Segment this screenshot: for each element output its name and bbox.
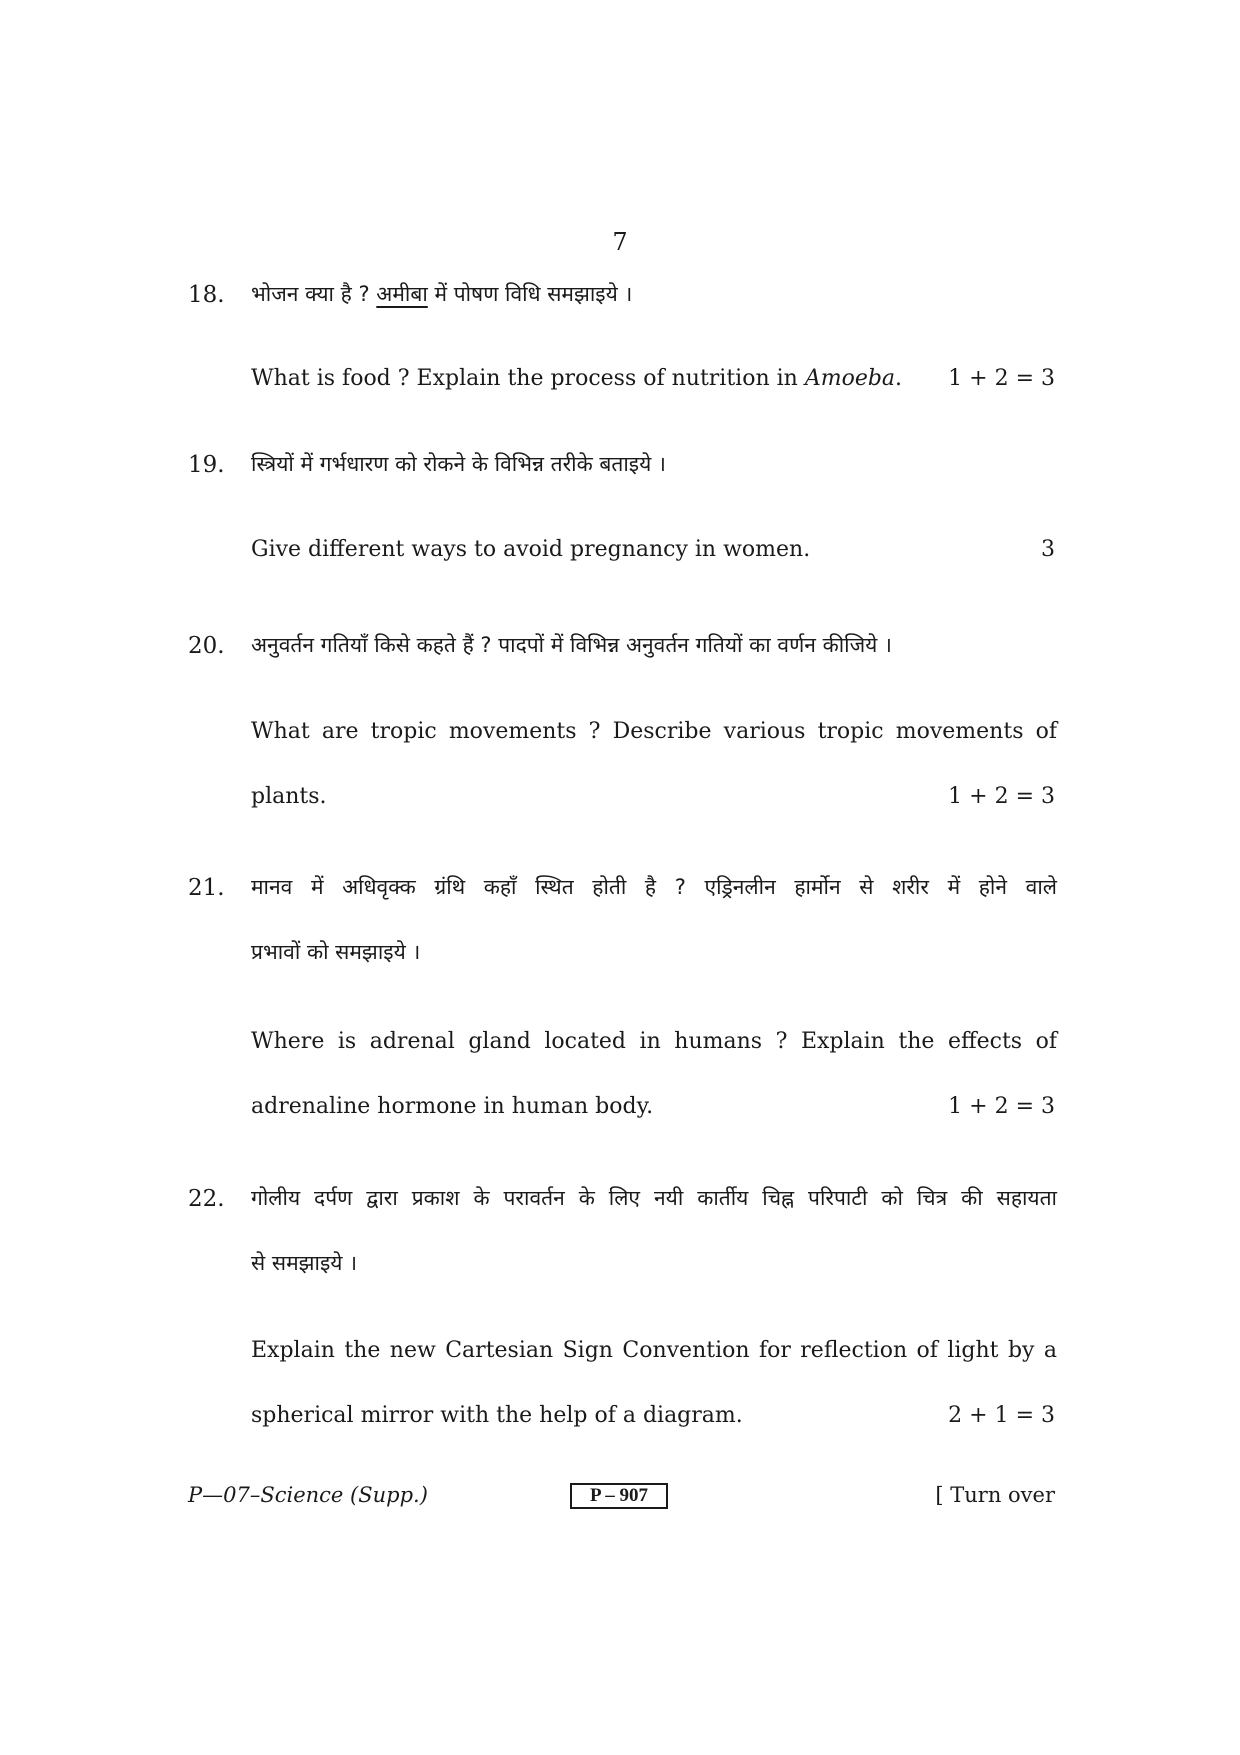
- question-marks: 1 + 2 = 3: [948, 366, 1055, 391]
- question-marks: 1 + 2 = 3: [948, 1094, 1055, 1119]
- question-hindi-line-2: प्रभावों को समझाइये ।: [251, 940, 421, 964]
- question-english-text: [251, 366, 902, 391]
- question-number: 20.: [188, 633, 225, 659]
- english-italic-term: Amoeba: [804, 366, 896, 391]
- question-english-line-1: Explain the new Cartesian Sign Convention for reflection of light by a: [251, 1338, 1057, 1363]
- question-number: 18.: [188, 282, 225, 308]
- question-number: 21.: [188, 875, 225, 901]
- question-marks: 3: [1041, 537, 1055, 562]
- page-number: 7: [612, 228, 628, 256]
- hindi-underlined-term: अमीबा: [376, 282, 428, 306]
- question-hindi-text: [251, 280, 632, 308]
- question-hindi-line-1: गोलीय दर्पण द्वारा प्रकाश के परावर्तन के लिए नयी कार्तीय चिह्न परिपाटी को चित्र की सहायता: [251, 1186, 1057, 1210]
- question-number: 22.: [188, 1186, 225, 1212]
- question-english-text: Give different ways to avoid pregnancy in women.: [251, 537, 811, 562]
- question-english-line-1: What are tropic movements ? Describe various tropic movements of: [251, 719, 1057, 744]
- english-text-part: What is food ? Explain the process of nutrition in: [251, 366, 805, 391]
- question-english-line-1: Where is adrenal gland located in humans ? Explain the effects of: [251, 1029, 1057, 1054]
- question-marks: 2 + 1 = 3: [948, 1403, 1055, 1428]
- english-text-part: .: [895, 366, 903, 391]
- question-marks: 1 + 2 = 3: [948, 784, 1055, 809]
- question-number: 19.: [188, 452, 225, 478]
- question-hindi-text: स्त्रियों में गर्भधारण को रोकने के विभिन्न तरीके बताइये ।: [251, 452, 666, 476]
- question-hindi-line-2: से समझाइये ।: [251, 1251, 358, 1275]
- question-english-line-2: plants.: [251, 784, 327, 809]
- question-english-line-2: adrenaline hormone in human body.: [251, 1094, 654, 1119]
- turn-over-note: [ Turn over: [935, 1483, 1055, 1507]
- hindi-text-part: में पोषण विधि समझाइये ।: [427, 282, 633, 306]
- question-hindi-text: अनुवर्तन गतियाँ किसे कहते हैं ? पादपों में विभिन्न अनुवर्तन गतियों का वर्णन कीजिये ।: [251, 633, 893, 657]
- question-english-line-2: spherical mirror with the help of a diagram.: [251, 1403, 743, 1428]
- paper-number-box: P – 907: [570, 1483, 668, 1509]
- hindi-text-part: भोजन क्या है ?: [251, 282, 377, 306]
- paper-code: P—07–Science (Supp.): [188, 1483, 428, 1507]
- question-hindi-line-1: मानव में अधिवृक्क ग्रंथि कहाँ स्थित होती है ? एड्रिनलीन हार्मोन से शरीर में होने वाले: [251, 875, 1057, 899]
